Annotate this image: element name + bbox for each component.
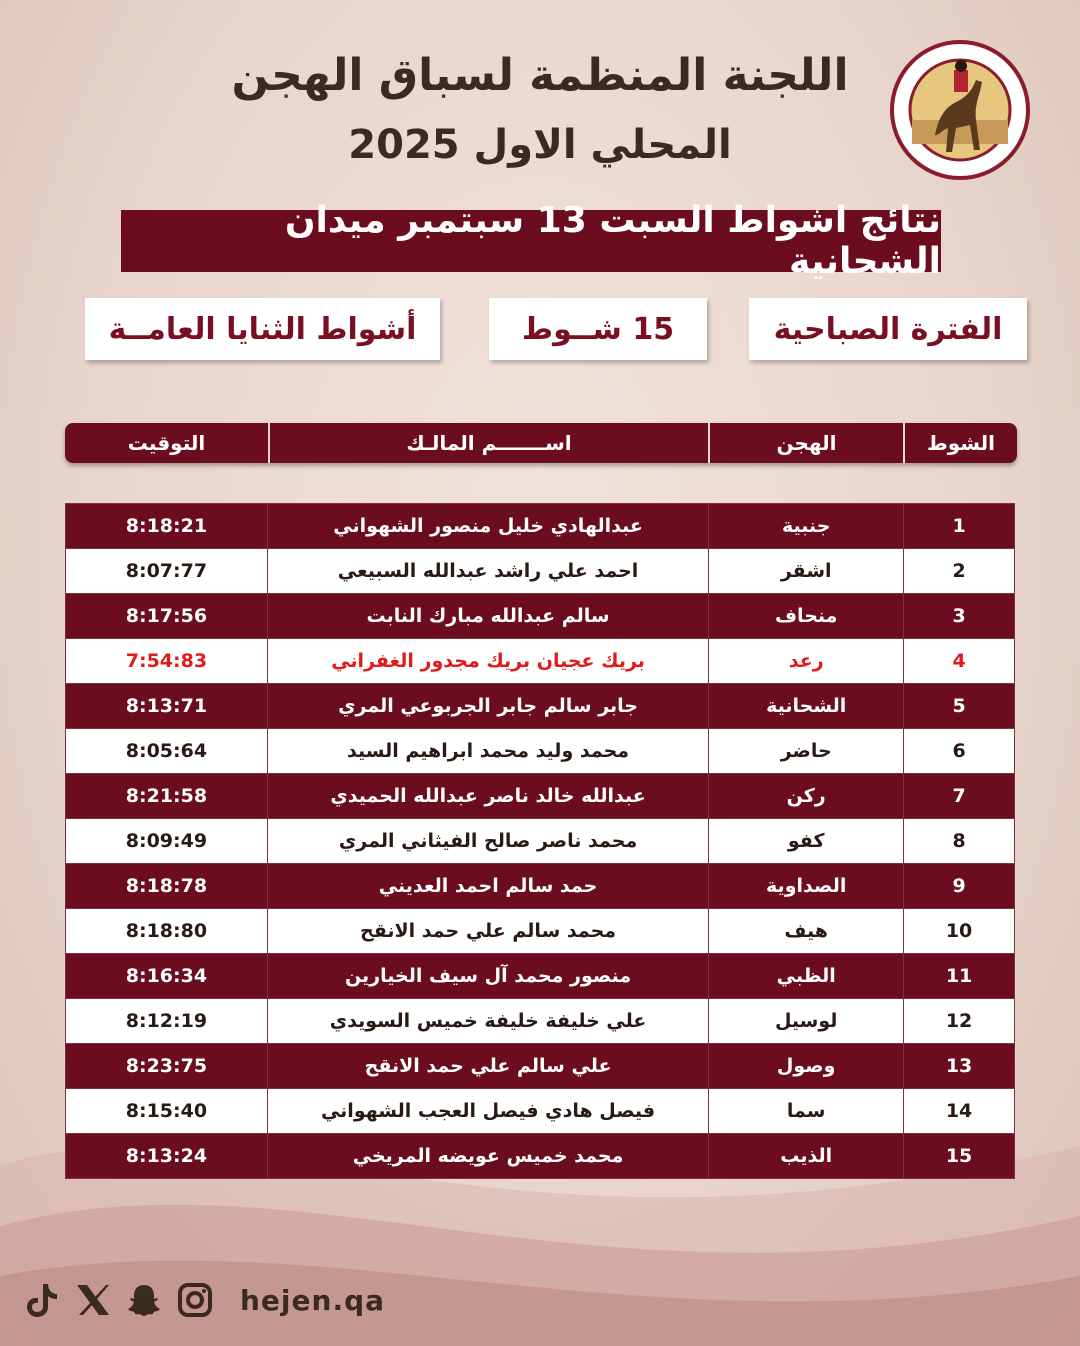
owner-cell: محمد سالم علي حمد الانقح [267,909,708,954]
round-cell: 2 [904,549,1015,594]
camel-cell: هيف [709,909,904,954]
round-cell: 6 [904,729,1015,774]
time-cell: 8:12:19 [66,999,268,1044]
time-cell: 8:18:21 [66,504,268,549]
results-banner: نتائج اشواط السبت 13 سبتمبر ميدان الشحانية [121,210,941,272]
time-cell: 8:18:78 [66,864,268,909]
round-cell: 13 [904,1044,1015,1089]
round-cell: 11 [904,954,1015,999]
snapchat-icon[interactable] [124,1280,164,1320]
round-cell: 15 [904,1134,1015,1179]
round-cell: 8 [904,819,1015,864]
owner-cell: فيصل هادي فيصل العجب الشهواني [267,1089,708,1134]
table-row [66,549,1015,594]
period-tag: الفترة الصباحية [749,298,1027,360]
time-cell: 8:21:58 [66,774,268,819]
column-header-round: الشوط [926,431,996,455]
column-header-owner: اســـــــم المالـك [406,431,572,455]
page-title: اللجنة المنظمة لسباق الهجن [231,50,849,101]
owner-cell: محمد وليد محمد ابراهيم السيد [267,729,708,774]
table-row [66,774,1015,819]
table-row [66,954,1015,999]
hejen-logo [890,40,1030,180]
round-cell: 14 [904,1089,1015,1134]
time-cell: 8:09:49 [66,819,268,864]
round-cell: 5 [904,684,1015,729]
camel-cell: ركن [709,774,904,819]
camel-cell: الشحانية [709,684,904,729]
camel-cell: اشقر [709,549,904,594]
owner-cell: عبدالهادي خليل منصور الشهواني [267,504,708,549]
time-cell: 8:18:80 [66,909,268,954]
camel-cell: الصداوية [709,864,904,909]
column-header-camel: الهجن [776,431,837,455]
table-header [65,423,1017,463]
camel-cell: رعد [709,639,904,684]
column-header-time: التوقيت [127,431,206,455]
instagram-icon[interactable] [175,1280,215,1320]
camel-cell: منحاف [709,594,904,639]
race-count-tag: 15 شــوط [489,298,707,360]
round-cell: 10 [904,909,1015,954]
category-tag: أشواط الثنايا العامــة [85,298,440,360]
results-table [65,503,1015,1179]
owner-cell: منصور محمد آل سيف الخيارين [267,954,708,999]
camel-cell: حاضر [709,729,904,774]
table-row [66,1044,1015,1089]
table-row [66,1134,1015,1179]
time-cell: 8:17:56 [66,594,268,639]
owner-cell: حمد سالم احمد العديني [267,864,708,909]
round-cell: 4 [904,639,1015,684]
camel-cell: الظبي [709,954,904,999]
x-icon[interactable] [73,1280,113,1320]
time-cell: 8:23:75 [66,1044,268,1089]
owner-cell: محمد خميس عويضه المريخي [267,1134,708,1179]
owner-cell: سالم عبدالله مبارك النابت [267,594,708,639]
table-row [66,729,1015,774]
time-cell: 8:05:64 [66,729,268,774]
owner-cell: محمد ناصر صالح الفيثاني المري [267,819,708,864]
owner-cell: احمد علي راشد عبدالله السبيعي [267,549,708,594]
owner-cell: علي سالم علي حمد الانقح [267,1044,708,1089]
table-row [66,1089,1015,1134]
page-subtitle: المحلي الاول 2025 [348,122,732,168]
owner-cell: جابر سالم جابر الجربوعي المري [267,684,708,729]
round-cell: 9 [904,864,1015,909]
round-cell: 1 [904,504,1015,549]
time-cell: 8:13:71 [66,684,268,729]
table-row-highlighted [66,639,1015,684]
time-cell: 8:13:24 [66,1134,268,1179]
camel-cell: كفو [709,819,904,864]
camel-cell: جنبية [709,504,904,549]
round-cell: 7 [904,774,1015,819]
social-footer [22,1278,385,1322]
table-row [66,909,1015,954]
camel-cell: لوسيل [709,999,904,1044]
table-row [66,504,1015,549]
table-row [66,864,1015,909]
owner-cell: علي خليفة خليفة خميس السويدي [267,999,708,1044]
table-row [66,999,1015,1044]
time-cell: 8:07:77 [66,549,268,594]
time-cell: 8:16:34 [66,954,268,999]
time-cell: 8:15:40 [66,1089,268,1134]
table-row [66,819,1015,864]
round-cell: 12 [904,999,1015,1044]
table-row [66,594,1015,639]
social-handle[interactable]: hejen.qa [240,1283,386,1317]
owner-cell: بريك عجيان بريك مجدور الغفراني [267,639,708,684]
camel-cell: الذيب [709,1134,904,1179]
table-row [66,684,1015,729]
camel-cell: وصول [709,1044,904,1089]
round-cell: 3 [904,594,1015,639]
owner-cell: عبدالله خالد ناصر عبدالله الحميدي [267,774,708,819]
tiktok-icon[interactable] [22,1280,62,1320]
time-cell: 7:54:83 [66,639,268,684]
camel-cell: سما [709,1089,904,1134]
